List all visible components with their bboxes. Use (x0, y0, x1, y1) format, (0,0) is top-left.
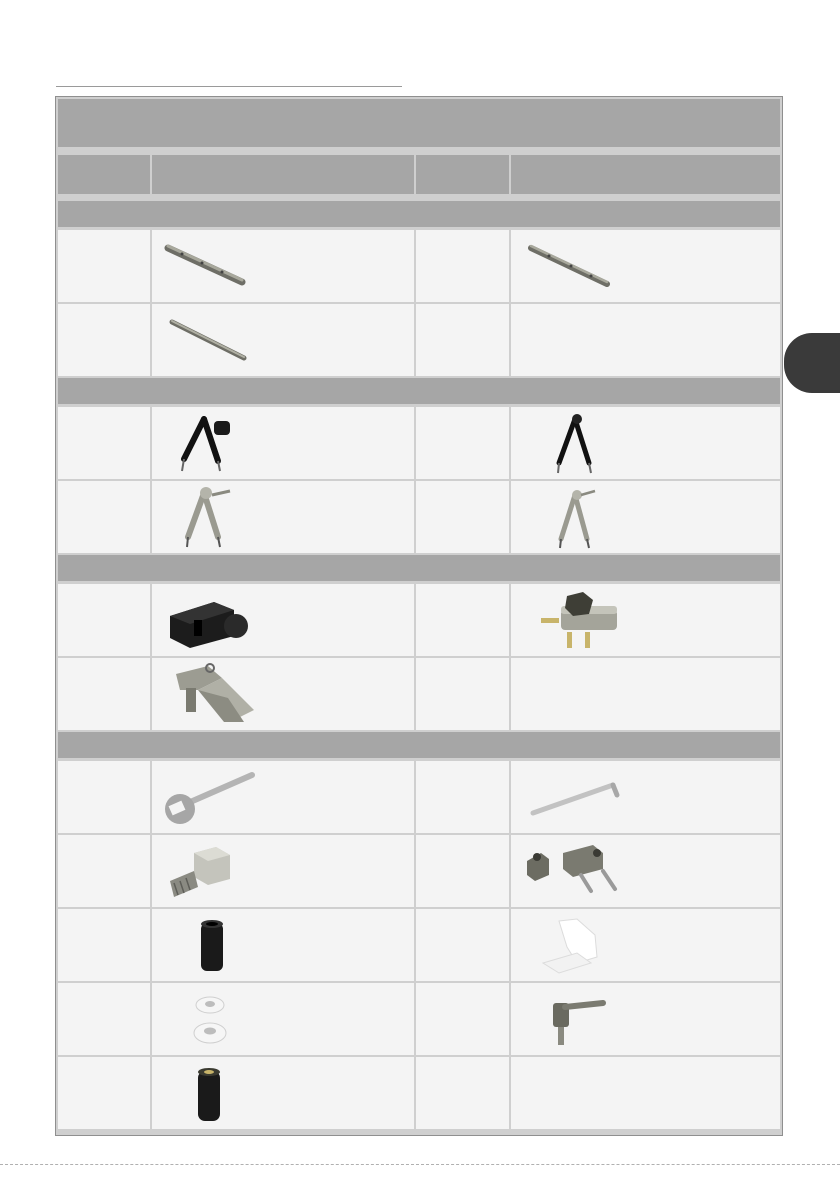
item-image-cell (152, 584, 414, 656)
item-image-cell (511, 407, 780, 479)
item-image-cell (152, 909, 414, 981)
item-code (58, 909, 150, 981)
white-plastic-clip-icon (537, 917, 613, 977)
metal-adjustable-probe-arm-icon (176, 483, 240, 551)
item-image-cell (152, 983, 414, 1055)
item-code (58, 835, 150, 907)
section-header (58, 732, 780, 758)
item-code (416, 983, 509, 1055)
page-bottom-rule (0, 1164, 840, 1166)
black-adjustable-probe-arm-icon (174, 409, 238, 477)
item-code (58, 761, 150, 833)
black-rubber-sleeve-icon (196, 917, 230, 977)
item-image-cell (152, 1057, 414, 1129)
top-rule (56, 86, 402, 87)
item-image-cell (511, 909, 780, 981)
item-code (58, 304, 150, 376)
item-code (416, 761, 509, 833)
black-probe-arm-icon (549, 409, 605, 477)
clamping-lever-icon (547, 991, 611, 1053)
item-image-cell (152, 481, 414, 553)
item-image-cell-empty (511, 304, 780, 376)
item-code (416, 835, 509, 907)
item-code (58, 658, 150, 730)
section-header (58, 378, 780, 404)
item-image-cell (511, 230, 780, 302)
long-straight-arm-icon (525, 240, 615, 290)
hinge-bracket-with-pins-icon (523, 839, 643, 899)
item-code (58, 1057, 150, 1129)
item-image-cell-empty (511, 658, 780, 730)
item-code (58, 230, 150, 302)
column-header-code-left (58, 155, 150, 194)
section-header (58, 555, 780, 581)
black-clamp-adapter-icon (164, 592, 254, 648)
item-code (416, 481, 509, 553)
metal-gripper-clamp-icon (168, 660, 258, 726)
hex-key-icon (527, 775, 623, 819)
item-image-cell-empty (511, 1057, 780, 1129)
open-end-wrench-icon (162, 769, 258, 827)
item-image-cell (511, 983, 780, 1055)
item-code (58, 584, 150, 656)
chapter-tab (784, 333, 840, 393)
item-image-cell (511, 761, 780, 833)
column-header-image-left (152, 155, 414, 194)
item-code (416, 407, 509, 479)
item-image-cell (152, 230, 414, 302)
item-image-cell (152, 835, 414, 907)
column-header-code-right (416, 155, 509, 194)
table-title (58, 99, 780, 147)
item-code (58, 481, 150, 553)
item-image-cell (511, 481, 780, 553)
metal-probe-arm-icon (549, 483, 605, 551)
long-straight-arm-icon (162, 240, 252, 290)
black-rubber-insert-icon (192, 1063, 226, 1125)
threaded-hex-stud-icon (164, 843, 244, 903)
metal-dual-pin-adapter-icon (527, 588, 627, 652)
item-code (58, 983, 150, 1055)
item-code (416, 909, 509, 981)
item-image-cell (152, 658, 414, 730)
item-code (416, 1057, 509, 1129)
thin-straight-arm-icon (168, 318, 248, 364)
item-image-cell (152, 304, 414, 376)
item-code (416, 658, 509, 730)
item-code (416, 230, 509, 302)
item-image-cell (511, 835, 780, 907)
item-code (58, 407, 150, 479)
item-image-cell (511, 584, 780, 656)
item-image-cell (152, 407, 414, 479)
section-header (58, 201, 780, 227)
item-code (416, 584, 509, 656)
white-washers-icon (188, 991, 232, 1051)
column-header-image-right (511, 155, 780, 194)
item-image-cell (152, 761, 414, 833)
item-code (416, 304, 509, 376)
